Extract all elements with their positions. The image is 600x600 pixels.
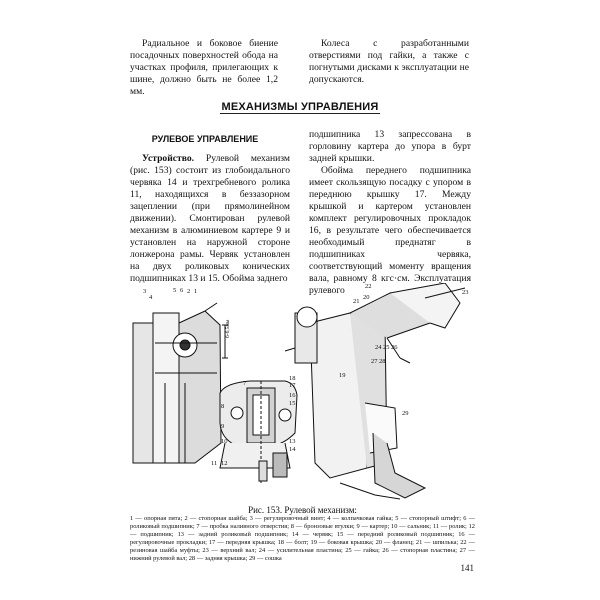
figure-label: 10 (221, 438, 228, 445)
figure-label: 16 (289, 392, 296, 399)
figure-label: 9 (221, 423, 225, 430)
figure-caption: Рис. 153. Рулевой механизм: (248, 505, 357, 515)
figure-label: 1 (194, 288, 198, 295)
figure-label: 23 (462, 289, 469, 296)
dimension-label: 6-6,5мм (225, 319, 231, 338)
figure-label: 21 (353, 298, 360, 305)
figure-label: 27 (371, 358, 378, 365)
figure-label: 28 (379, 358, 386, 365)
left-column-text (130, 153, 290, 285)
figure-legend: 1 — опорная пята; 2 — стопорная шайба; 3 — регулировочный винт; 4 — колпачковая гайка; 5 — стопорный штифт; 6 — роликовый подшипник; 7 — пробка наливного отверстия; 8 — бронзовые втулки; 9 — картер; 10 — сальник; 11 — ролик; 12 — подшипник; 13 — задний роликовый подшипник; 14 — червяк; 15 — передний роликовый подшипник; 16 — регулировочные прокладки; 17 — передняя крышка; 18 — болт; 19 — боковая крышка; 20 — фланец; 21 — шпилька; 22 — резиновая шайба муфты; 23 — верхний вал; 24 — усилительная пластина; 25 — гайка; 26 — стопорная пластина; 27 — нижний рулевой вал; 28 — задняя крышка; 29 — сошка (130, 515, 475, 562)
figure-label: 4 (149, 294, 153, 301)
figure-label: 6 (180, 287, 184, 294)
figure-label: 24 (375, 344, 382, 351)
figure-label: 5 (173, 287, 177, 294)
perspective-view-right (285, 283, 465, 499)
figure-label: 14 (289, 446, 296, 453)
figure-label: 2 (187, 288, 191, 295)
figure-label: 19 (339, 372, 346, 379)
right-column-text (309, 129, 471, 297)
figure-label: 8 (221, 403, 225, 410)
steering-mechanism-figure (125, 283, 477, 505)
figure-label: 3 (143, 288, 147, 295)
paragraph-text: Радиальное и боковое биение посадочных поверхностей обода на участках профиля, прилегающих к шине, должно быть не более 1,2 мм. (130, 38, 278, 97)
paragraph-text: Рулевой механизм (рис. 153) состоит из глобоидального червяка 14 и трехгребневого ролика 11, находящихся в беззазорном зацеплении (при прямолинейном движении). Смонтирован рулевой механизм в алюминиевом картере 9 и установлен на наружной стороне лонжерона рамы. Червяк установлен на двух роликовых конических подшипниках 13 и 15. Обойма заднего (130, 153, 290, 284)
section-title: МЕХАНИЗМЫ УПРАВЛЕНИЯ (221, 101, 379, 113)
figure-label: 15 (289, 400, 296, 407)
paragraph-text: Обойма переднего подшипника имеет скользящую посадку с упором в переднюю крышку 17. Между крышкой и картером установлен комплект регулировочных прокладок 16, в результате чего обеспечивается необходимый преднатяг в подшипниках червяка, соответствующий моменту вращения вала, равному 8 кгс·см. Эксплуатация рулевого (309, 165, 471, 296)
top-right-paragraph (309, 38, 469, 86)
section-view-middle (220, 381, 297, 483)
section-title-underline (220, 113, 380, 114)
figure-label: 7 (243, 380, 247, 387)
section-view-left (133, 303, 228, 463)
page-number: 141 (460, 563, 474, 573)
paragraph-text: подшипника 13 запрессована в горловину картера до упора в бурт задней крышки. (309, 129, 471, 164)
figure-label: 13 (289, 438, 296, 445)
subsection-title: РУЛЕВОЕ УПРАВЛЕНИЕ (151, 134, 259, 144)
figure-label: 18 (289, 375, 296, 382)
paragraph (130, 153, 290, 285)
figure-label: 29 (402, 410, 409, 417)
figure-label: 11 (211, 460, 218, 467)
figure-label: 12 (221, 460, 228, 467)
lead-word: Устройство. (142, 153, 195, 164)
figure-label: 17 (289, 382, 296, 389)
figure-label: 25 (383, 344, 390, 351)
paragraph-text: Колеса с разработанными отверстиями под гайки, а также с погнутыми дисками к эксплуатации не допускаются. (309, 38, 469, 85)
figure-label: 26 (391, 344, 398, 351)
top-left-paragraph (130, 38, 278, 98)
figure-label: 20 (363, 294, 370, 301)
figure-label: 22 (365, 283, 372, 290)
